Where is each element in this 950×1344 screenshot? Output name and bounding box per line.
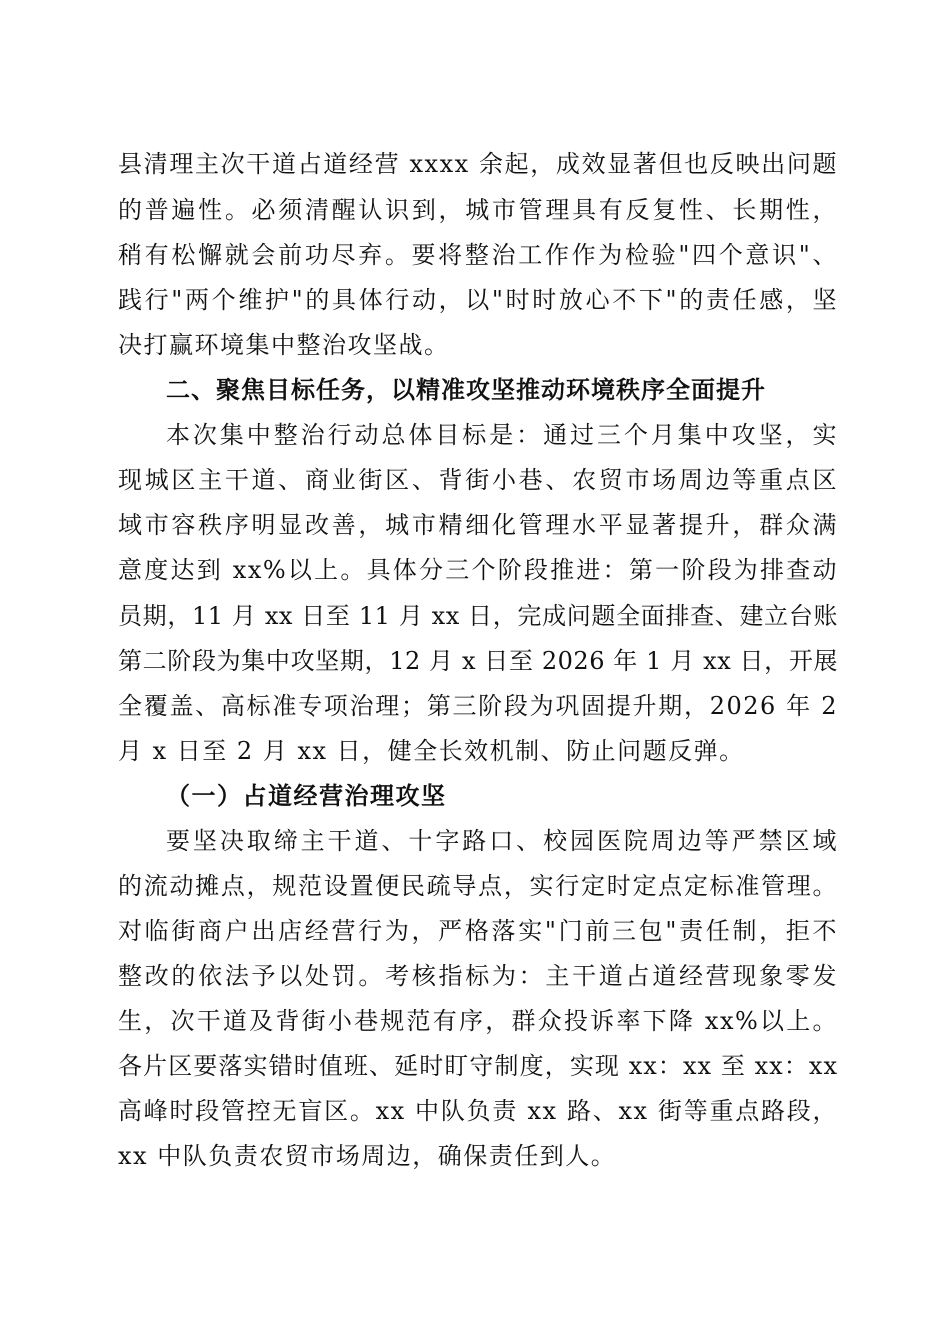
paragraph-line: 决打赢环境集中整治攻坚战。 [118,331,450,359]
subsection-heading: （一）占道经营治理攻坚 [166,781,447,810]
paragraph-line: 县清理主次干道占道经营 xxxx 余起，成效显著但也反映出问题 [118,150,838,178]
paragraph-line: 要坚决取缔主干道、十字路口、校园医院周边等严禁区域 [166,827,838,855]
paragraph-line: 现城区主干道、商业街区、背街小巷、农贸市场周边等重点区 [118,466,838,494]
paragraph-line: 稍有松懈就会前功尽弃。要将整治工作作为检验"四个意识"、 [118,241,838,269]
paragraph-line: 对临街商户出店经营行为，严格落实"门前三包"责任制，拒不 [118,917,838,945]
section-heading: 二、聚焦目标任务，以精准攻坚推动环境秩序全面提升 [166,376,766,404]
paragraph-line: 第二阶段为集中攻坚期，12 月 x 日至 2026 年 1 月 xx 日，开展 [118,647,838,675]
paragraph-line: 全覆盖、高标准专项治理；第三阶段为巩固提升期，2026 年 2 [118,692,838,720]
paragraph-line: 员期，11 月 xx 日至 11 月 xx 日，完成问题全面排查、建立台账 [118,602,838,630]
paragraph-line: 域市容秩序明显改善，城市精细化管理水平显著提升，群众满 [118,511,838,539]
paragraph-line: 各片区要落实错时值班、延时盯守制度，实现 xx：xx 至 xx：xx [118,1052,838,1080]
paragraph-line: 本次集中整治行动总体目标是：通过三个月集中攻坚，实 [166,421,838,449]
paragraph-line: xx 中队负责农贸市场周边，确保责任到人。 [118,1142,617,1170]
paragraph-line: 月 x 日至 2 月 xx 日，健全长效机制、防止问题反弹。 [118,737,745,765]
paragraph-line: 践行"两个维护"的具体行动，以"时时放心不下"的责任感，坚 [118,286,838,314]
paragraph-line: 的普遍性。必须清醒认识到，城市管理具有反复性、长期性， [118,196,838,224]
paragraph-line: 生，次干道及背街小巷规范有序，群众投诉率下降 xx%以上。 [118,1007,838,1035]
paragraph-line: 意度达到 xx%以上。具体分三个阶段推进：第一阶段为排查动 [118,556,838,584]
paragraph-line: 的流动摊点，规范设置便民疏导点，实行定时定点定标准管理。 [118,872,838,900]
paragraph-line: 整改的依法予以处罚。考核指标为：主干道占道经营现象零发 [118,962,838,990]
paragraph-line: 高峰时段管控无盲区。xx 中队负责 xx 路、xx 街等重点路段， [118,1097,838,1125]
